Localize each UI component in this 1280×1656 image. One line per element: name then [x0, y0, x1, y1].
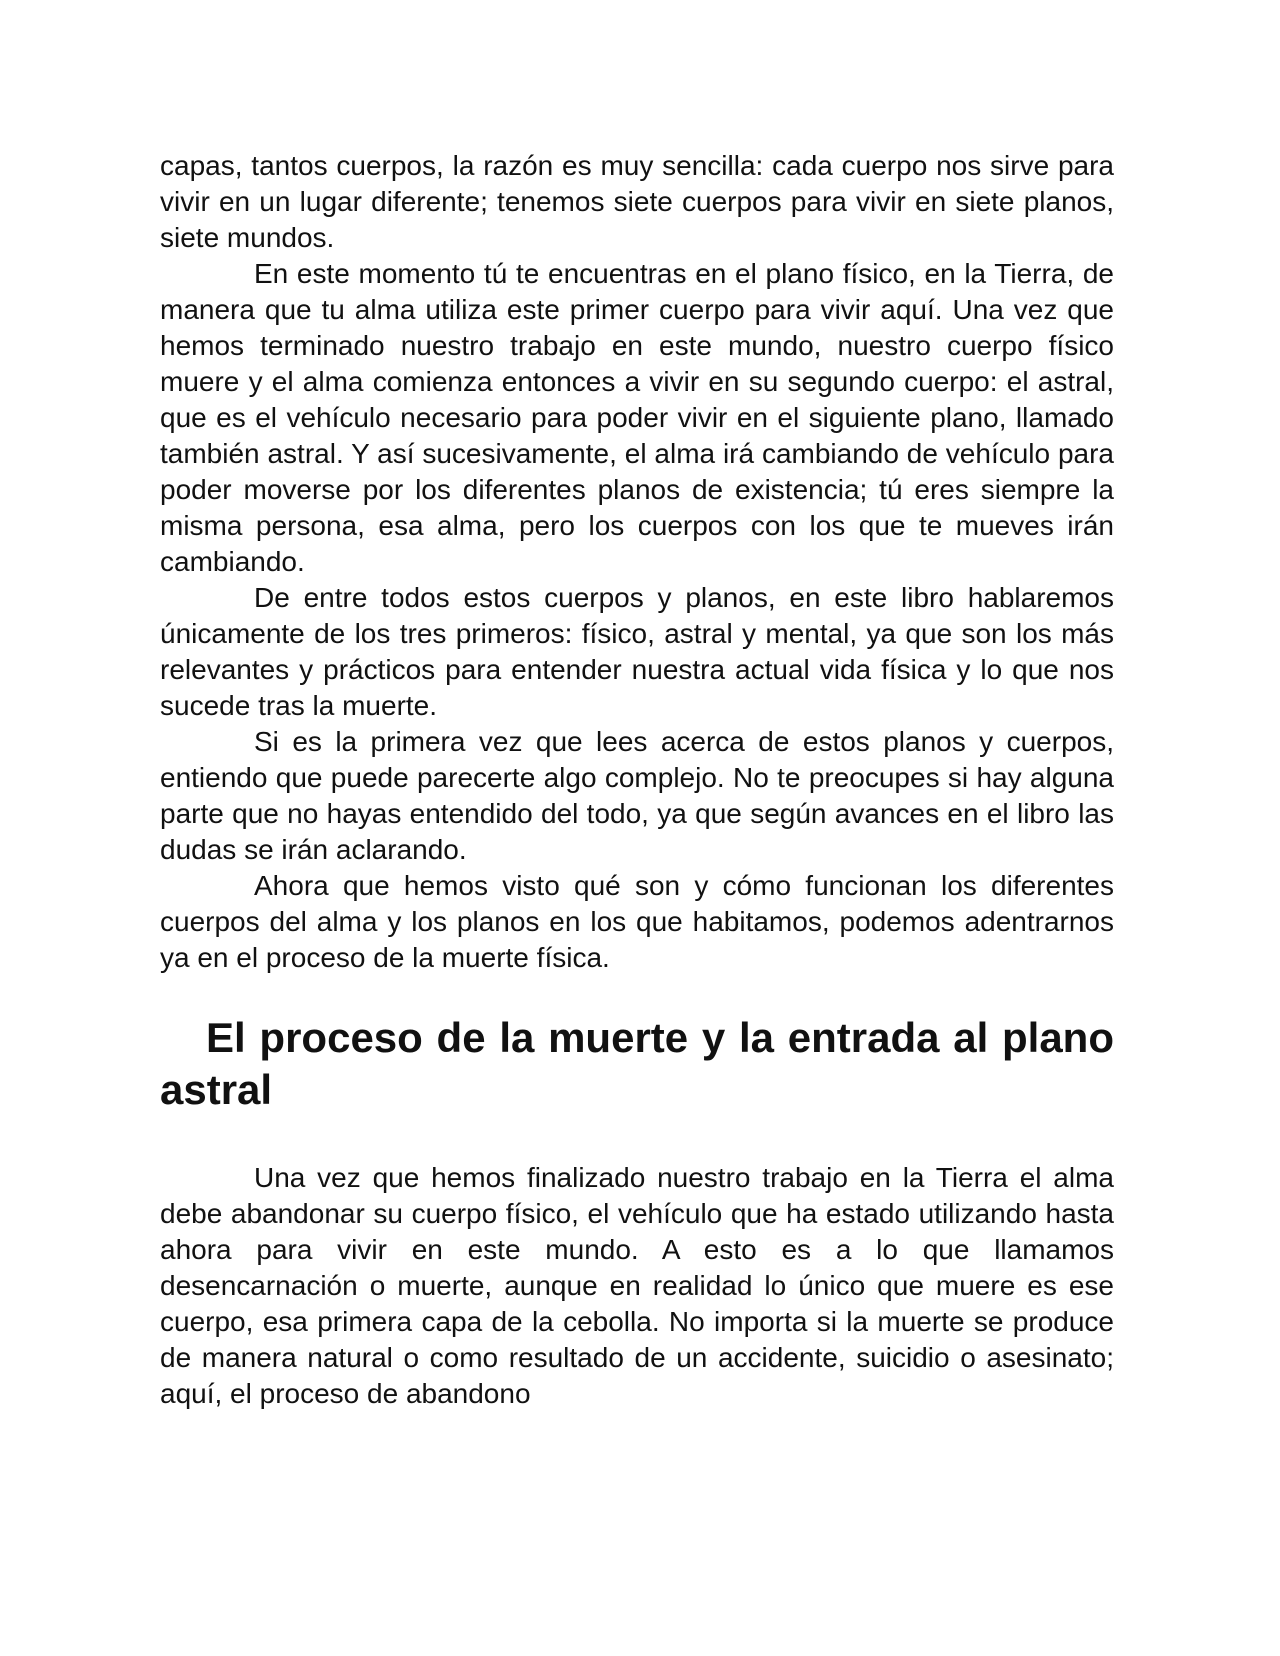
paragraph-6: Una vez que hemos finalizado nuestro trabajo en la Tierra el alma debe abandonar su cuerpo físico, el vehículo que ha estado utilizando hasta ahora para vivir en este mundo. A esto es a lo que llamamos desencarnación o muerte, aunque en realidad lo único que muere es ese cuerpo, esa primera capa de la cebolla. No importa si la muerte se produce de manera natural o como resultado de un accidente, suicidio o asesinato; aquí, el proceso de abandono [160, 1162, 1114, 1409]
paragraph-5: Ahora que hemos visto qué son y cómo funcionan los diferentes cuerpos del alma y los planos en los que habitamos, podemos adentrarnos ya en el proceso de la muerte física. [160, 870, 1114, 973]
paragraph-3: De entre todos estos cuerpos y planos, en este libro hablaremos únicamente de los tres primeros: físico, astral y mental, ya que son los más relevantes y prácticos para entender nuestra actual vida física y lo que nos sucede tras la muerte. [160, 582, 1114, 721]
paragraph-2: En este momento tú te encuentras en el plano físico, en la Tierra, de manera que tu alma utiliza este primer cuerpo para vivir aquí. Una vez que hemos terminado nuestro trabajo en este mundo, nuestro cuerpo físico muere y el alma comienza entonces a vivir en su segundo cuerpo: el astral, que es el vehículo necesario para poder vivir en el siguiente plano, llamado también astral. Y así sucesivamente, el alma irá cambiando de vehículo para poder moverse por los diferentes planos de existencia; tú eres siempre la misma persona, esa alma, pero los cuerpos con los que te mueves irán cambiando. [160, 258, 1114, 577]
paragraph-4: Si es la primera vez que lees acerca de estos planos y cuerpos, entiendo que puede parecerte algo complejo. No te preocupes si hay alguna parte que no hayas entendido del todo, ya que según avances en el libro las dudas se irán aclarando. [160, 726, 1114, 865]
section-heading: El proceso de la muerte y la entrada al plano astral [160, 1014, 1114, 1113]
document-page [160, 148, 1114, 1412]
paragraph-1: capas, tantos cuerpos, la razón es muy sencilla: cada cuerpo nos sirve para vivir en un lugar diferente; tenemos siete cuerpos para vivir en siete planos, siete mundos. [160, 150, 1114, 253]
